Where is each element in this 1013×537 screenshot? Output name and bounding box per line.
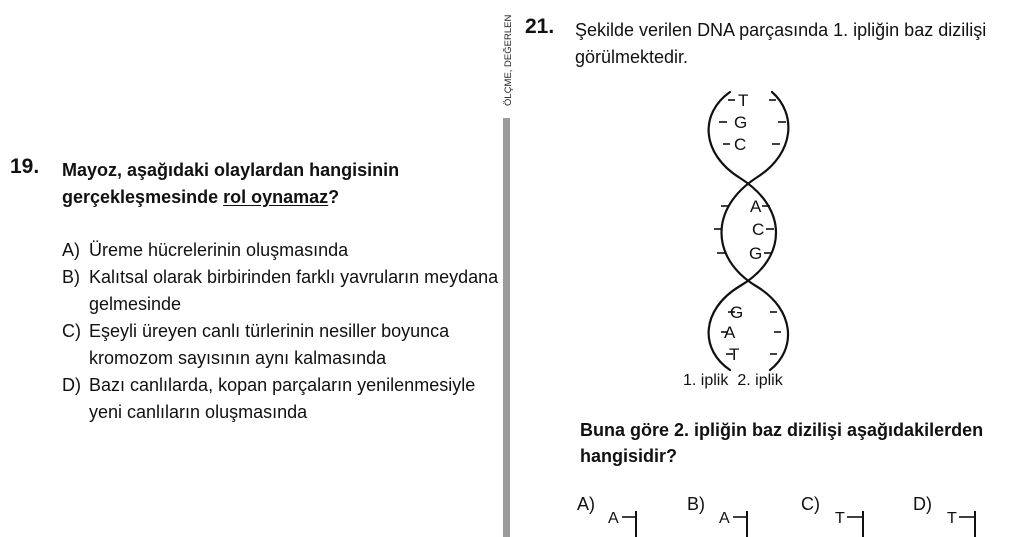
base-label: T <box>738 91 749 110</box>
answer-d-diagram[interactable] <box>945 507 985 537</box>
base-label: G <box>734 113 748 132</box>
strand-1-label: 1. iplik <box>683 372 729 389</box>
base-label: A <box>724 323 736 342</box>
answer-b-base: A <box>719 510 730 527</box>
base-label: C <box>734 135 747 154</box>
answer-a-base: A <box>608 510 619 527</box>
dna-strand-1 <box>709 92 776 370</box>
answer-a-key[interactable]: A) <box>577 494 595 514</box>
question-19-stem <box>62 157 482 211</box>
column-divider <box>503 118 510 537</box>
option-d-text: Bazı canlılarda, kopan parçaların yenilenmesiyle yeni canlıların oluşmasında <box>89 375 476 422</box>
strand-labels <box>683 372 783 390</box>
question-21-prompt: Buna göre 2. ipliğin baz dizilişi aşağıdakilerden hangisidir? <box>580 420 984 466</box>
answer-c-diagram[interactable] <box>833 507 873 537</box>
option-b-text: Kalıtsal olarak birbirinden farklı yavruların meydana gelmesinde <box>89 267 499 314</box>
answer-d-base: T <box>947 510 957 527</box>
base-label: G <box>730 303 744 322</box>
option-a[interactable] <box>62 237 507 264</box>
side-label <box>500 0 516 108</box>
question-21-number: 21. <box>525 15 555 38</box>
option-b-key: B) <box>62 267 80 287</box>
option-b[interactable] <box>62 264 507 318</box>
answer-c-key[interactable]: C) <box>801 494 820 514</box>
side-label-text: ÖLÇME, DEĞERLEN <box>503 14 514 106</box>
option-c[interactable] <box>62 318 507 372</box>
option-a-key: A) <box>62 240 80 260</box>
answer-b-key[interactable]: B) <box>687 494 705 514</box>
dna-diagram <box>700 88 800 373</box>
option-d-key: D) <box>62 375 81 395</box>
question-19-options <box>62 237 507 426</box>
question-19-stem-end: ? <box>328 187 340 207</box>
question-19-stem-text: Mayoz, aşağıdaki olaylardan hangisinin gerçekleşmesinde <box>62 160 400 207</box>
question-19-emphasis: rol oynamaz <box>223 187 329 207</box>
strand-2-label: 2. iplik <box>737 372 783 389</box>
answer-a-diagram[interactable] <box>606 507 646 537</box>
option-c-text: Eşeyli üreyen canlı türlerinin nesiller boyunca kromozom sayısının aynı kalmasında <box>89 321 450 368</box>
answer-b-diagram[interactable] <box>717 507 757 537</box>
answer-d-key[interactable]: D) <box>913 494 932 514</box>
option-a-text: Üreme hücrelerinin oluşmasında <box>89 240 349 260</box>
question-21-stem: Şekilde verilen DNA parçasında 1. ipliğin baz dizilişi görülmektedir. <box>575 20 987 67</box>
base-label: G <box>749 244 763 263</box>
base-label: A <box>750 197 762 216</box>
base-label: C <box>752 220 765 239</box>
answer-c-base: T <box>835 510 845 527</box>
option-c-key: C) <box>62 321 81 341</box>
question-19-number: 19. <box>10 155 40 178</box>
base-label: T <box>729 345 740 364</box>
option-d[interactable] <box>62 372 507 426</box>
